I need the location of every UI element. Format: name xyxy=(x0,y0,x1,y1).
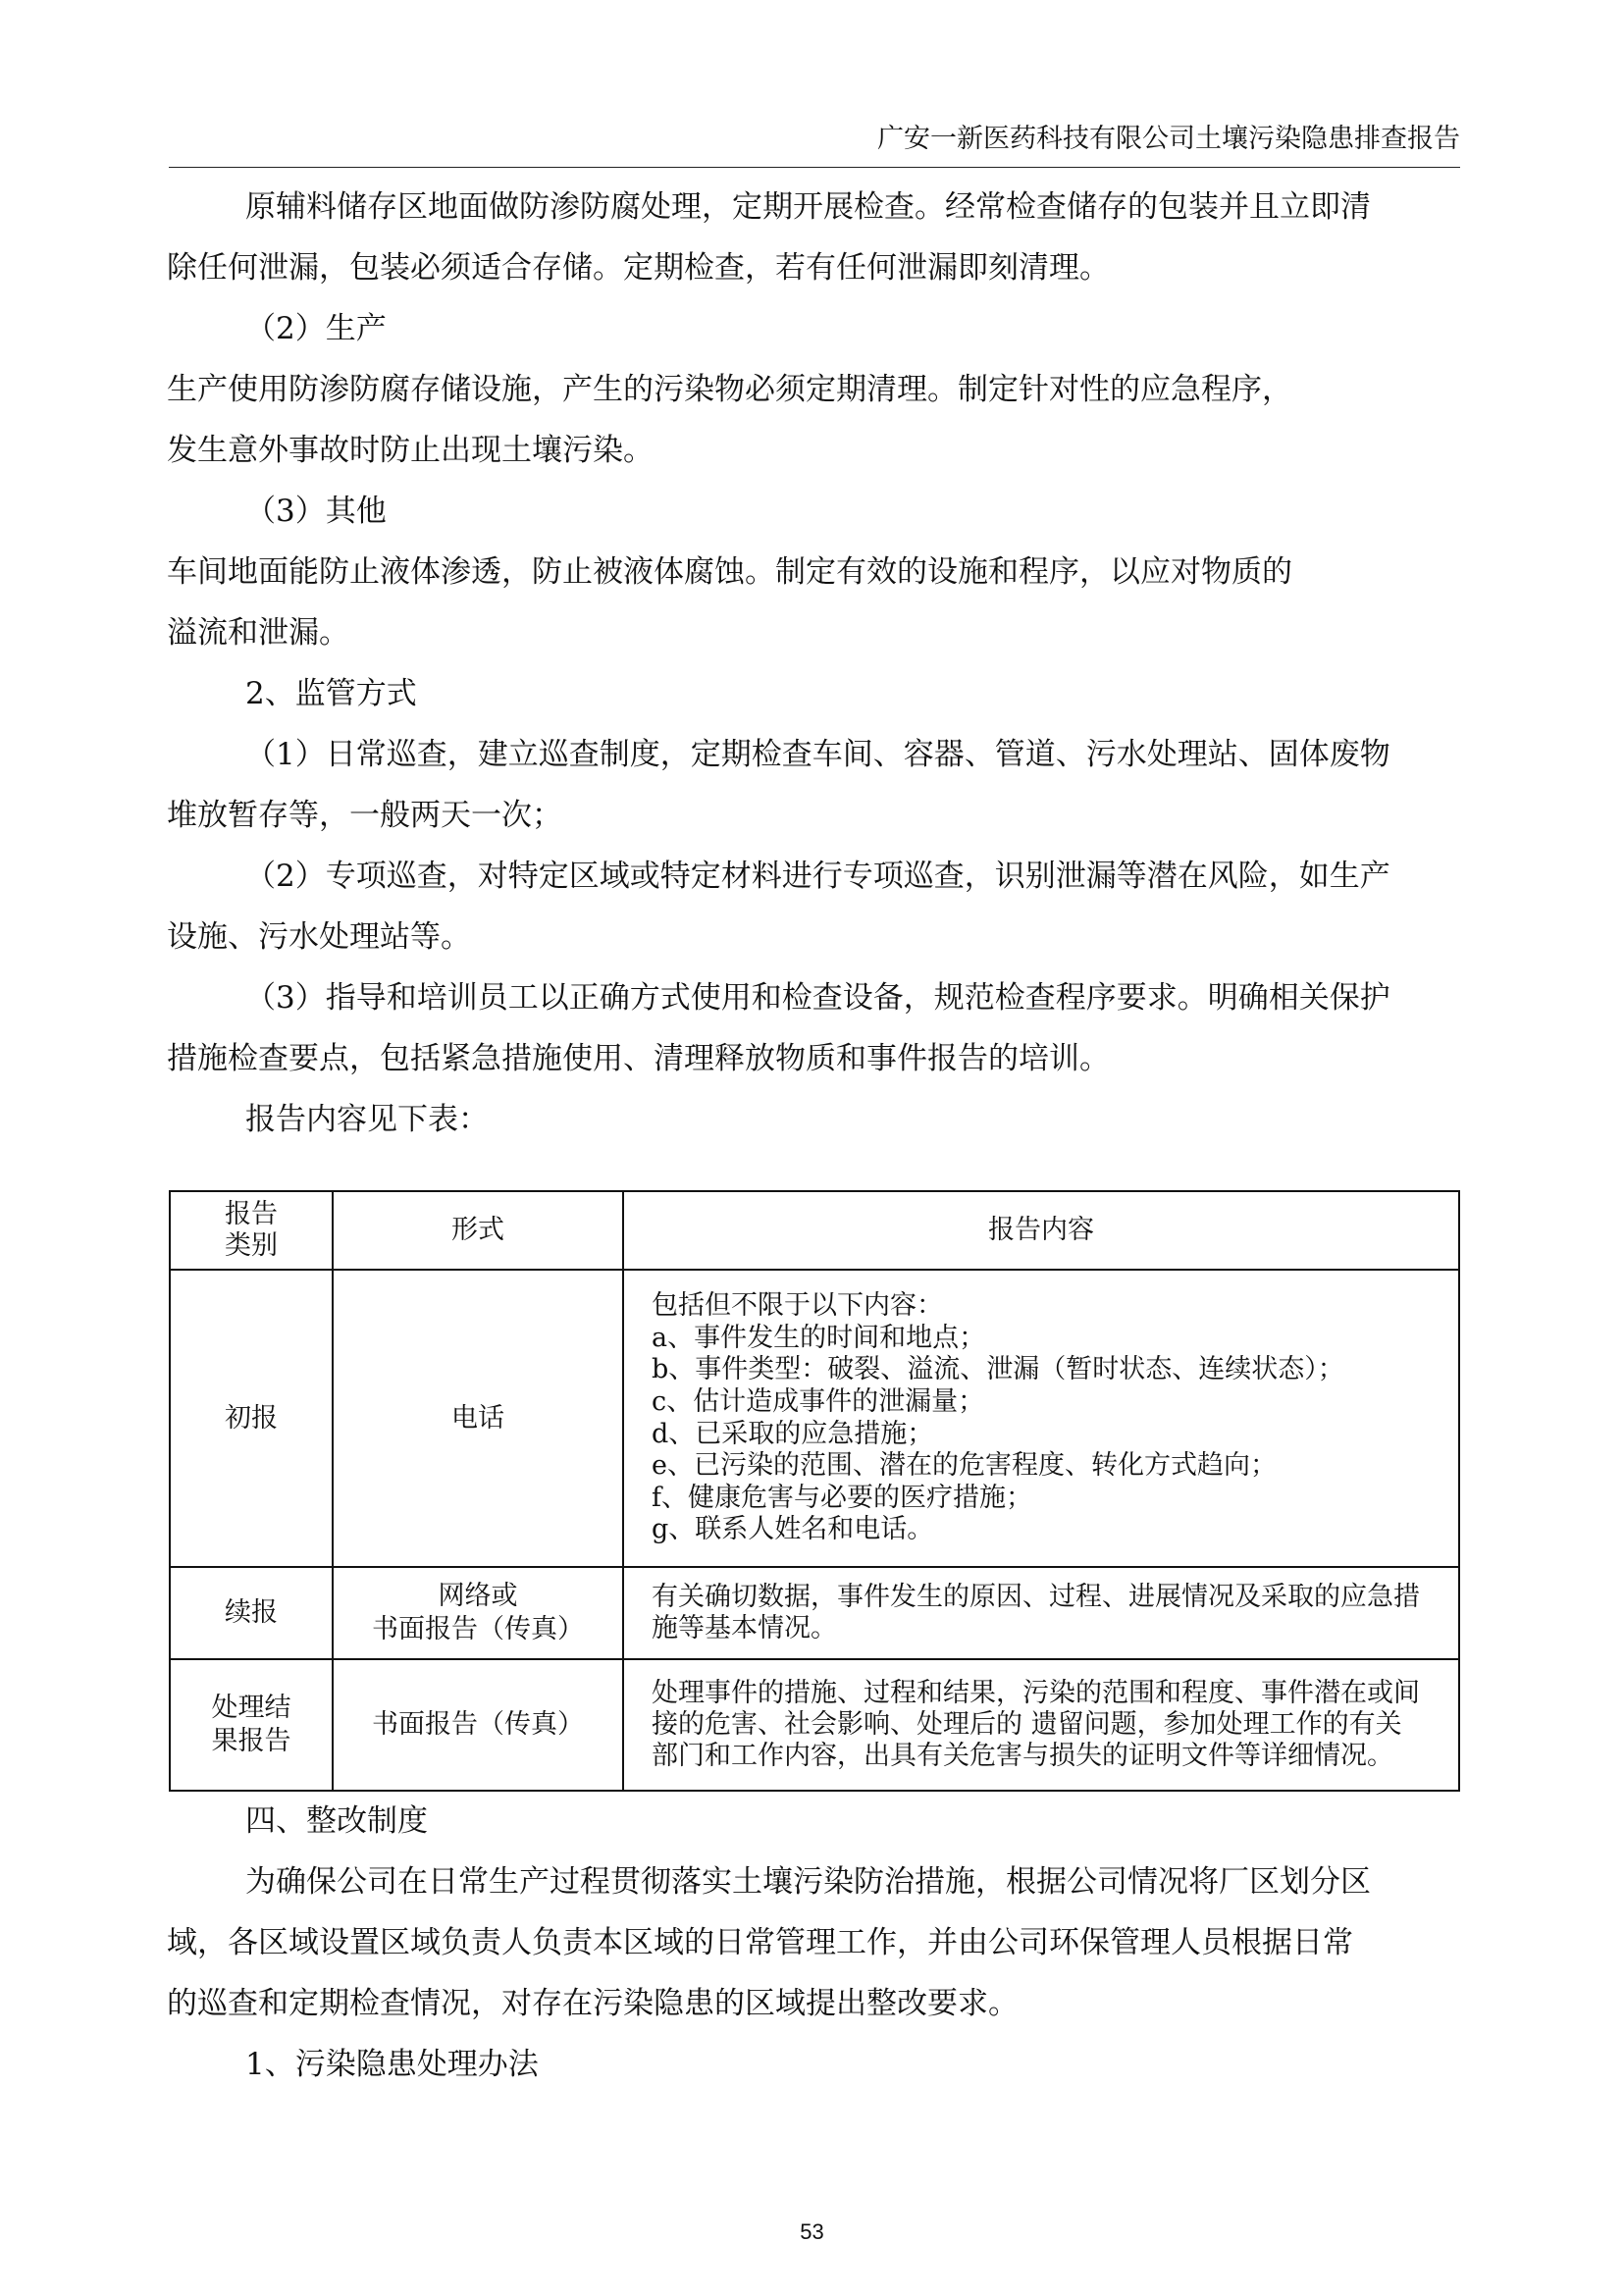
page-header: 广安一新医药科技有限公司土壤污染隐患排查报告 xyxy=(169,120,1460,168)
section-4-paragraph-line-2: 域，各区域设置区域负责人负责本区域的日常管理工作，并由公司环保管理人员根据日常 xyxy=(167,1925,1353,1960)
content-line: 有关确切数据，事件发生的原因、过程、进展情况及采取的应急措 xyxy=(652,1582,1420,1612)
form-line: 网络或 xyxy=(438,1581,518,1611)
section-4-subheading-1: 1、污染隐患处理办法 xyxy=(245,2047,539,2082)
header-report-type xyxy=(170,1191,333,1270)
item-2-line-1: （2）专项巡查，对特定区域或特定材料进行专项巡查，识别泄漏等潜在风险，如生产 xyxy=(245,859,1390,894)
type-line: 果报告 xyxy=(211,1726,291,1756)
table-header-row xyxy=(170,1191,1459,1270)
content-line: 处理事件的措施、过程和结果，污染的范围和程度、事件潜在或间 xyxy=(652,1678,1420,1708)
section-4-paragraph-line-1: 为确保公司在日常生产过程贯彻落实土壤污染防治措施，根据公司情况将厂区划分区 xyxy=(245,1864,1371,1900)
section-4-paragraph-line-3: 的巡查和定期检查情况，对存在污染隐患的区域提出整改要求。 xyxy=(167,1986,1019,2021)
header-form: 形式 xyxy=(333,1191,623,1270)
paragraph-production-line-1: 生产使用防渗防腐存储设施，产生的污染物必须定期清理。制定针对性的应急程序， xyxy=(167,372,1292,407)
header-content: 报告内容 xyxy=(623,1191,1459,1270)
table-row xyxy=(170,1659,1459,1791)
item-2-line-2: 设施、污水处理站等。 xyxy=(167,919,471,955)
item-1-line-2: 堆放暂存等，一般两天一次； xyxy=(167,798,562,833)
row-1-content xyxy=(623,1270,1459,1567)
content-line: f、健康危害与必要的医疗措施； xyxy=(652,1482,1032,1513)
section-4-heading: 四、整改制度 xyxy=(245,1803,428,1839)
row-3-type xyxy=(170,1659,333,1791)
paragraph-storage-line-2: 除任何泄漏，包装必须适合存储。定期检查，若有任何泄漏即刻清理。 xyxy=(167,250,1110,286)
row-2-type: 续报 xyxy=(170,1567,333,1659)
content-line: 施等基本情况。 xyxy=(652,1613,837,1643)
content-line: 部门和工作内容，出具有关危害与损失的证明文件等详细情况。 xyxy=(652,1741,1393,1771)
section-4 xyxy=(167,1791,1458,2095)
content-line: c、估计造成事件的泄漏量； xyxy=(652,1385,985,1417)
item-1-line-1: （1）日常巡查，建立巡查制度，定期检查车间、容器、管道、污水处理站、固体废物 xyxy=(245,737,1390,772)
table-row xyxy=(170,1270,1459,1567)
paragraph-other-line-2: 溢流和泄漏。 xyxy=(167,615,349,651)
type-line: 处理结 xyxy=(211,1693,291,1723)
row-2-form xyxy=(333,1567,623,1659)
paragraph-production-line-2: 发生意外事故时防止出现土壤污染。 xyxy=(167,433,654,468)
row-3-content xyxy=(623,1659,1459,1791)
page-number: 53 xyxy=(800,2219,824,2244)
item-3-line-1: （3）指导和培训员工以正确方式使用和检查设备，规范检查程序要求。明确相关保护 xyxy=(245,980,1390,1016)
header-report-type-label: 报告类别 xyxy=(225,1199,278,1261)
main-content xyxy=(167,177,1458,1150)
paragraph-other-line-1: 车间地面能防止液体渗透，防止被液体腐蚀。制定有效的设施和程序，以应对物质的 xyxy=(167,554,1292,590)
form-line: 书面报告（传真） xyxy=(372,1614,584,1644)
subheading-production: （2）生产 xyxy=(245,311,387,346)
row-1-type: 初报 xyxy=(170,1270,333,1567)
subheading-other: （3）其他 xyxy=(245,494,387,529)
content-line: 包括但不限于以下内容： xyxy=(652,1290,943,1322)
row-3-form: 书面报告（传真） xyxy=(333,1659,623,1791)
content-line: d、已采取的应急措施； xyxy=(652,1418,934,1449)
content-line: e、已污染的范围、潜在的危害程度、转化方式趋向； xyxy=(652,1450,1277,1482)
report-table xyxy=(169,1190,1460,1792)
content-line: b、事件类型：破裂、溢流、泄漏（暂时状态、连续状态）； xyxy=(652,1354,1344,1385)
paragraph-storage-line-1: 原辅料储存区地面做防渗防腐处理，定期开展检查。经常检查储存的包装并且立即清 xyxy=(245,189,1371,225)
row-2-content xyxy=(623,1567,1459,1659)
content-line: a、事件发生的时间和地点； xyxy=(652,1322,986,1353)
row-1-form: 电话 xyxy=(333,1270,623,1567)
table-intro: 报告内容见下表： xyxy=(245,1102,489,1137)
content-line: 接的危害、社会影响、处理后的 遗留问题，参加处理工作的有关 xyxy=(652,1709,1402,1740)
content-line: g、联系人姓名和电话。 xyxy=(652,1514,934,1545)
item-3-line-2: 措施检查要点，包括紧急措施使用、清理释放物质和事件报告的培训。 xyxy=(167,1041,1110,1076)
heading-supervision: 2、监管方式 xyxy=(245,676,417,711)
table-row xyxy=(170,1567,1459,1659)
